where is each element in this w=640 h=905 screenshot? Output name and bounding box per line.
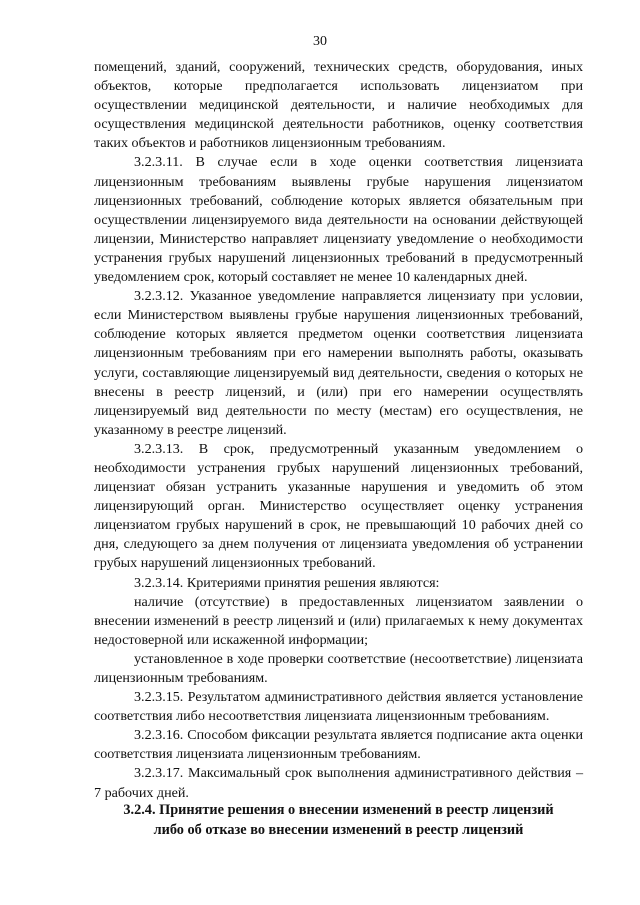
section-heading-3-2-4 xyxy=(94,800,583,840)
document-body xyxy=(94,58,583,803)
criteria-item-1: наличие (отсутствие) в предоставленных лицензиатом заявлении о внесении изменений в реестр лицензий и (или) прилагаемых к нему документах недостоверной или искаженной информации; xyxy=(94,593,583,648)
criteria-item-2: установленное в ходе проверки соответствие (несоответствие) лицензиата лицензионным требованиям. xyxy=(94,650,583,686)
paragraph-3-2-3-14: 3.2.3.14. Критериями принятия решения являются: xyxy=(134,574,440,591)
section-heading-line-1: 3.2.4. Принятие решения о внесении изменений в реестр лицензий xyxy=(123,802,554,818)
section-heading-line-2: либо об отказе во внесении изменений в реестр лицензий xyxy=(153,822,524,838)
paragraph-3-2-3-17: 3.2.3.17. Максимальный срок выполнения административного действия – 7 рабочих дней. xyxy=(94,765,583,801)
paragraph: помещений, зданий, сооружений, технических средств, оборудования, иных объектов, которые предполагается использовать лицензиатом при осуществлении медицинской деятельности, и наличие необходимых для осуществления медицинской деятельности работников, оценку соответствия таких объектов и работников лицензионным требованиям. xyxy=(94,59,583,152)
paragraph-3-2-3-16: 3.2.3.16. Способом фиксации результата является подписание акта оценки соответствия лицензиата лицензионным требованиям. xyxy=(94,727,583,763)
paragraph-3-2-3-13: 3.2.3.13. В срок, предусмотренный указанным уведомлением о необходимости устранения грубых нарушений лицензионных требований, лицензиат обязан устранить указанные нарушения и уведомить об этом лицензирующий орган. Министерство осуществляет оценку устранения лицензиатом грубых нарушений в срок, не превышающий 10 рабочих дней со дня, следующего за днем получения от лицензиата уведомления об устранении грубых нарушений лицензионных требований. xyxy=(94,440,583,572)
paragraph-3-2-3-12: 3.2.3.12. Указанное уведомление направляется лицензиату при условии, если Министерством выявлены грубые нарушения лицензионных требований, соблюдение которых является предметом оценки соответствия лицензиата лицензионным требованиям при его намерении выполнять работы, оказывать услуги, составляющие лицензируемый вид деятельности, сведения о которых не внесены в реестр лицензий, и (или) при его намерении осуществлять лицензируемый вид деятельности по месту (местам) его осуществления, не указанному в реестре лицензий. xyxy=(94,288,583,438)
page-number: 30 xyxy=(313,34,327,49)
paragraph-3-2-3-11: 3.2.3.11. В случае если в ходе оценки соответствия лицензиата лицензионным требованиям выявлены грубые нарушения лицензиатом лицензионных требований, соблюдение которых является обязательным при осуществлении лицензируемого вида деятельности на основании действующей лицензии, Министерство направляет лицензиату уведомление о необходимости устранения грубых нарушений лицензионных требований в предусмотренный уведомлением срок, который составляет не менее 10 календарных дней. xyxy=(94,154,583,286)
paragraph-3-2-3-15: 3.2.3.15. Результатом административного действия является установление соответствия либо несоответствия лицензиата лицензионным требованиям. xyxy=(94,689,583,725)
